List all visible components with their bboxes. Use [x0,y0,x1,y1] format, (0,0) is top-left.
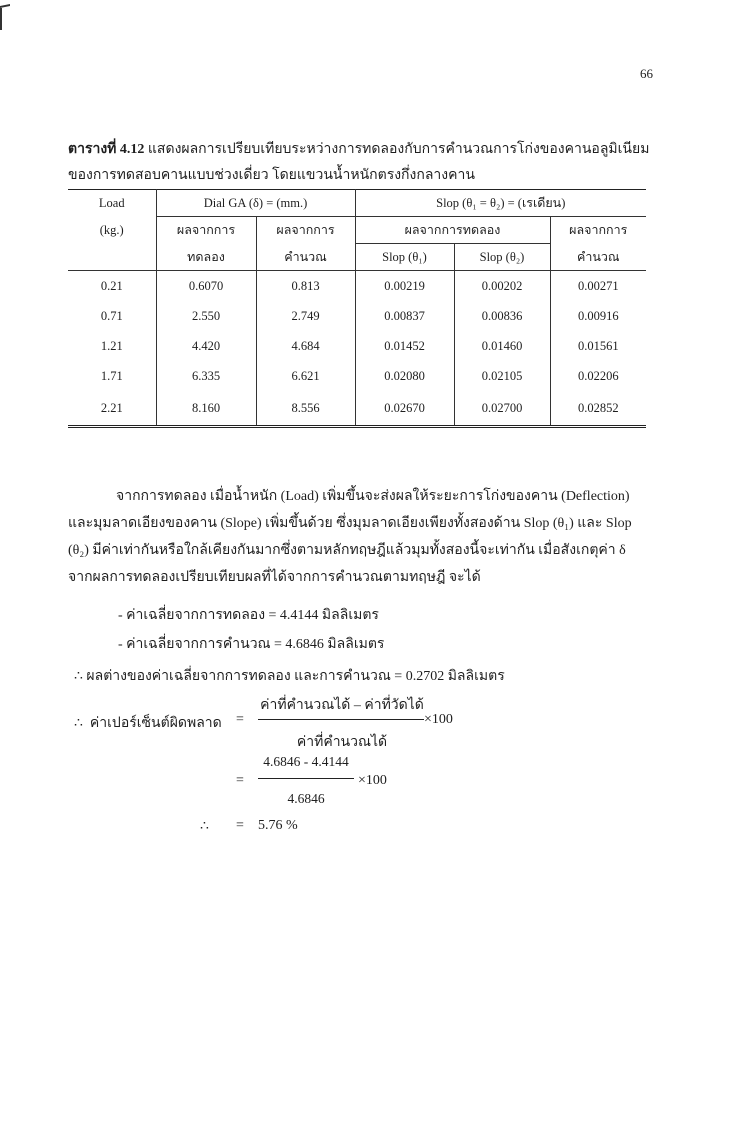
header-dial-calc-2: คำนวณ [256,244,355,271]
header-slop: Slop (θ₁ = θ₂) = (เรเดียน) [355,190,646,217]
fraction-numerator: ค่าที่คำนวณได้ – ค่าที่วัดได้ [260,698,424,713]
paragraph-line-3: (θ₂) มีค่าเท่ากันหรือใกล้เคียงกันมากซึ่งตามหลักทฤษฎีแล้วมุมทั้งสองนี้จะเท่ากัน เมื่อสังเกตุค่า δ [68,543,626,558]
header-dial-exp: ผลจากการ [156,217,256,244]
difference-line [74,665,505,687]
table-row [68,301,646,331]
cell-dial-calc: 6.621 [256,361,355,391]
equals-sign: = [236,773,244,788]
cell-slop-calc: 0.00916 [577,308,619,323]
results-table [68,189,646,428]
cell-slop1: 0.01452 [355,331,454,361]
bullet-average-experiment: - ค่าเฉลี่ยจากการทดลอง = 4.4144 มิลลิเมตร [118,608,379,623]
header-dial-exp-2: ทดลอง [156,244,256,271]
percent-error-label [74,712,222,734]
cell-slop2: 0.01460 [454,331,550,361]
cell-dial-calc: 8.556 [256,391,355,427]
fraction-denominator: 4.6846 [287,791,325,806]
cell-slop2: 0.00836 [454,301,550,331]
therefore-symbol: ∴ [74,716,83,731]
cell-slop2: 0.00202 [454,271,550,302]
bullet-average-calculation: - ค่าเฉลี่ยจากการคำนวณ = 4.6846 มิลลิเมตร [118,637,385,652]
body-paragraph [68,483,653,591]
cell-slop2: 0.02105 [454,361,550,391]
table-row [68,271,646,302]
header-slop-calc-2: คำนวณ [550,244,646,271]
cell-dial-exp: 6.335 [156,361,256,391]
table-row [68,331,646,361]
cell-load: 0.21 [68,271,156,302]
header-load: Load [68,190,156,217]
scan-edge-mark [0,0,12,30]
cell-dial-calc: 0.813 [256,271,355,302]
cell-dial-exp: 4.420 [156,331,256,361]
header-dial: Dial GA (δ) = (mm.) [156,190,355,217]
times-100: ×100 [358,773,387,788]
header-slop1: Slop (θ₁) [355,244,454,271]
fraction-bar [258,778,354,779]
cell-load: 1.71 [68,361,156,391]
fraction-bar [258,719,424,720]
difference-text: ผลต่างของค่าเฉลี่ยจากการทดลอง และการคำนวณ = 0.2702 มิลลิเมตร [86,669,505,684]
header-slop-exp: ผลจากการทดลอง [355,217,550,244]
cell-dial-calc: 2.749 [256,301,355,331]
percent-error-result: 5.76 % [258,818,298,833]
cell-load: 2.21 [68,391,156,427]
table-row [68,361,646,391]
cell-slop1: 0.02670 [355,391,454,427]
cell-load: 1.21 [68,331,156,361]
caption-text-line-2: ของการทดสอบคานแบบช่วงเดี่ยว โดยแขวนน้ำหนักตรงกึ่งกลางคาน [68,168,475,183]
cell-slop1: 0.00837 [355,301,454,331]
therefore-symbol: ∴ [74,669,83,684]
cell-slop-calc: 0.02206 [577,368,619,383]
header-dial-calc: ผลจากการ [256,217,355,244]
table-caption [68,137,668,189]
caption-label: ตารางที่ 4.12 [68,142,145,157]
caption-text-line-1: แสดงผลการเปรียบเทียบระหว่างการทดลองกับการคำนวณการโก่งของคานอลูมิเนียม [144,142,650,157]
fraction-numerator: 4.6846 - 4.4144 [263,754,349,769]
therefore-symbol: ∴ [200,819,209,834]
paragraph-line-1: จากการทดลอง เมื่อน้ำหนัก (Load) เพิ่มขึ้นจะส่งผลให้ระยะการโก่งของคาน (Deflection) [116,489,630,504]
cell-dial-calc: 4.684 [256,331,355,361]
cell-slop-calc: 0.02852 [550,391,646,427]
paragraph-line-4: จากผลการทดลองเปรียบเทียบผลที่ได้จากการคำนวณตามทฤษฎี จะได้ [68,570,481,585]
cell-slop-calc: 0.01561 [577,338,619,353]
cell-load: 0.71 [68,301,156,331]
cell-slop1: 0.00219 [355,271,454,302]
cell-dial-exp: 2.550 [156,301,256,331]
cell-slop2: 0.02700 [454,391,550,427]
cell-dial-exp: 0.6070 [156,271,256,302]
header-load-unit: (kg.) [68,217,156,244]
table-row [68,391,646,427]
paragraph-line-2: และมุมลาดเอียงของคาน (Slope) เพิ่มขึ้นด้วย ซึ่งมุมลาดเอียงเพียงทั้งสองด้าน Slop (θ₁) และ Slop [68,516,632,531]
cell-slop1: 0.02080 [355,361,454,391]
page-number: 66 [640,66,653,81]
times-100: ×100 [424,712,453,727]
percent-error-text: ค่าเปอร์เซ็นต์ผิดพลาด [89,716,222,731]
equals-sign: = [236,712,244,727]
cell-slop-calc: 0.00271 [577,278,619,293]
header-slop-calc: ผลจากการ [569,223,628,238]
equals-sign: = [236,818,244,833]
cell-dial-exp: 8.160 [156,391,256,427]
fraction-denominator: ค่าที่คำนวณได้ [296,735,388,750]
header-slop2: Slop (θ₂) [454,244,550,271]
